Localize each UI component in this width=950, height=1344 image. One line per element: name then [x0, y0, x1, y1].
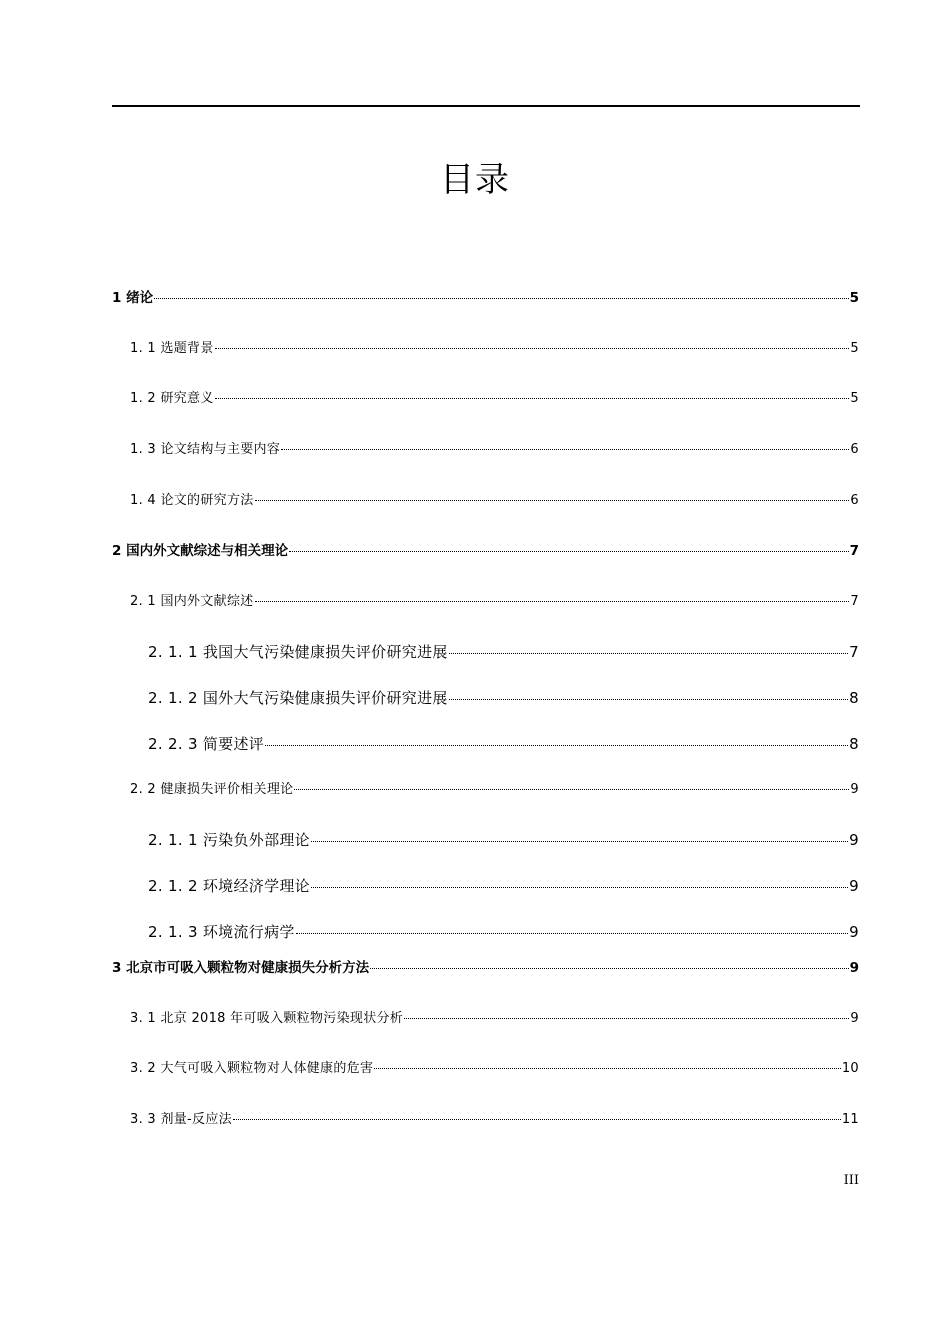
header-rule	[112, 105, 860, 107]
toc-entry[interactable]	[130, 1007, 859, 1026]
dot-leader	[311, 887, 848, 888]
toc-entry[interactable]	[130, 337, 859, 356]
toc-label: 2. 1. 2 国外大气污染健康损失评价研究进展	[148, 689, 448, 707]
toc-page-number: 5	[849, 290, 859, 306]
toc-label: 2. 1. 1 我国大气污染健康损失评价研究进展	[148, 643, 448, 661]
toc-page-number: 5	[850, 391, 859, 406]
dot-leader	[215, 398, 850, 399]
dot-leader	[281, 449, 849, 450]
dot-leader	[311, 841, 848, 842]
toc-entry[interactable]	[130, 590, 859, 609]
toc-entry[interactable]	[148, 641, 859, 662]
toc-page-number: 10	[841, 1061, 859, 1076]
toc-page-number: 5	[850, 341, 859, 356]
toc-label: 2. 1. 3 环境流行病学	[148, 923, 295, 941]
toc-label: 2. 1. 1 污染负外部理论	[148, 831, 310, 849]
toc-label: 2 国内外文献综述与相关理论	[112, 543, 289, 559]
toc-label: 3 北京市可吸入颗粒物对健康损失分析方法	[112, 960, 370, 976]
toc-page-number: 8	[849, 735, 859, 753]
dot-leader	[296, 933, 848, 934]
toc-page-number: 9	[850, 782, 859, 797]
dot-leader	[255, 500, 850, 501]
toc-label: 2. 1 国内外文献综述	[130, 594, 254, 609]
dot-leader	[404, 1018, 849, 1019]
page-number: III	[843, 1173, 859, 1188]
toc-label: 2. 2 健康损失评价相关理论	[130, 782, 294, 797]
dot-leader	[374, 1068, 841, 1069]
toc-label: 3. 2 大气可吸入颗粒物对人体健康的危害	[130, 1061, 374, 1076]
toc-entry[interactable]	[112, 286, 859, 306]
toc-label: 1. 1 选题背景	[130, 341, 214, 356]
toc-entry[interactable]	[130, 778, 859, 797]
toc-entry[interactable]	[130, 438, 859, 457]
toc-entry[interactable]	[148, 687, 859, 708]
toc-page-number: 9	[849, 831, 859, 849]
toc-entry[interactable]	[130, 1057, 859, 1076]
toc-page-number: 8	[849, 689, 859, 707]
toc-entry[interactable]	[130, 387, 859, 406]
toc-entry[interactable]	[130, 489, 859, 508]
toc-page-number: 7	[849, 543, 859, 559]
toc-label: 2. 2. 3 简要述评	[148, 735, 265, 753]
toc-page-number: 6	[850, 493, 859, 508]
toc-page-number: 11	[841, 1112, 859, 1127]
toc-page-number: 7	[849, 643, 859, 661]
toc-label: 1 绪论	[112, 290, 154, 306]
dot-leader	[255, 601, 850, 602]
dot-leader	[289, 551, 849, 552]
toc-page-number: 9	[850, 1011, 859, 1026]
toc-label: 1. 3 论文结构与主要内容	[130, 442, 281, 457]
toc-label: 1. 2 研究意义	[130, 391, 214, 406]
toc-label: 3. 3 剂量-反应法	[130, 1112, 232, 1127]
toc-page-number: 6	[850, 442, 859, 457]
toc-page-number: 7	[850, 594, 859, 609]
toc-entry[interactable]	[112, 956, 859, 976]
toc-label: 1. 4 论文的研究方法	[130, 493, 254, 508]
toc-page-number: 9	[849, 923, 859, 941]
toc-entry[interactable]	[112, 539, 859, 559]
dot-leader	[449, 699, 848, 700]
dot-leader	[154, 298, 849, 299]
toc-entry[interactable]	[148, 733, 859, 754]
dot-leader	[215, 348, 850, 349]
dot-leader	[265, 745, 848, 746]
toc-label: 2. 1. 2 环境经济学理论	[148, 877, 310, 895]
toc-label: 3. 1 北京 2018 年可吸入颗粒物污染现状分析	[130, 1011, 404, 1026]
toc-entry[interactable]	[148, 829, 859, 850]
toc-page-number: 9	[849, 877, 859, 895]
toc-page-number: 9	[849, 960, 859, 976]
dot-leader	[233, 1119, 841, 1120]
dot-leader	[449, 653, 848, 654]
toc-entry[interactable]	[148, 921, 859, 942]
dot-leader	[370, 968, 849, 969]
toc-entry[interactable]	[130, 1108, 859, 1127]
dot-leader	[294, 789, 849, 790]
page-title: 目录	[440, 160, 510, 200]
toc-entry[interactable]	[148, 875, 859, 896]
